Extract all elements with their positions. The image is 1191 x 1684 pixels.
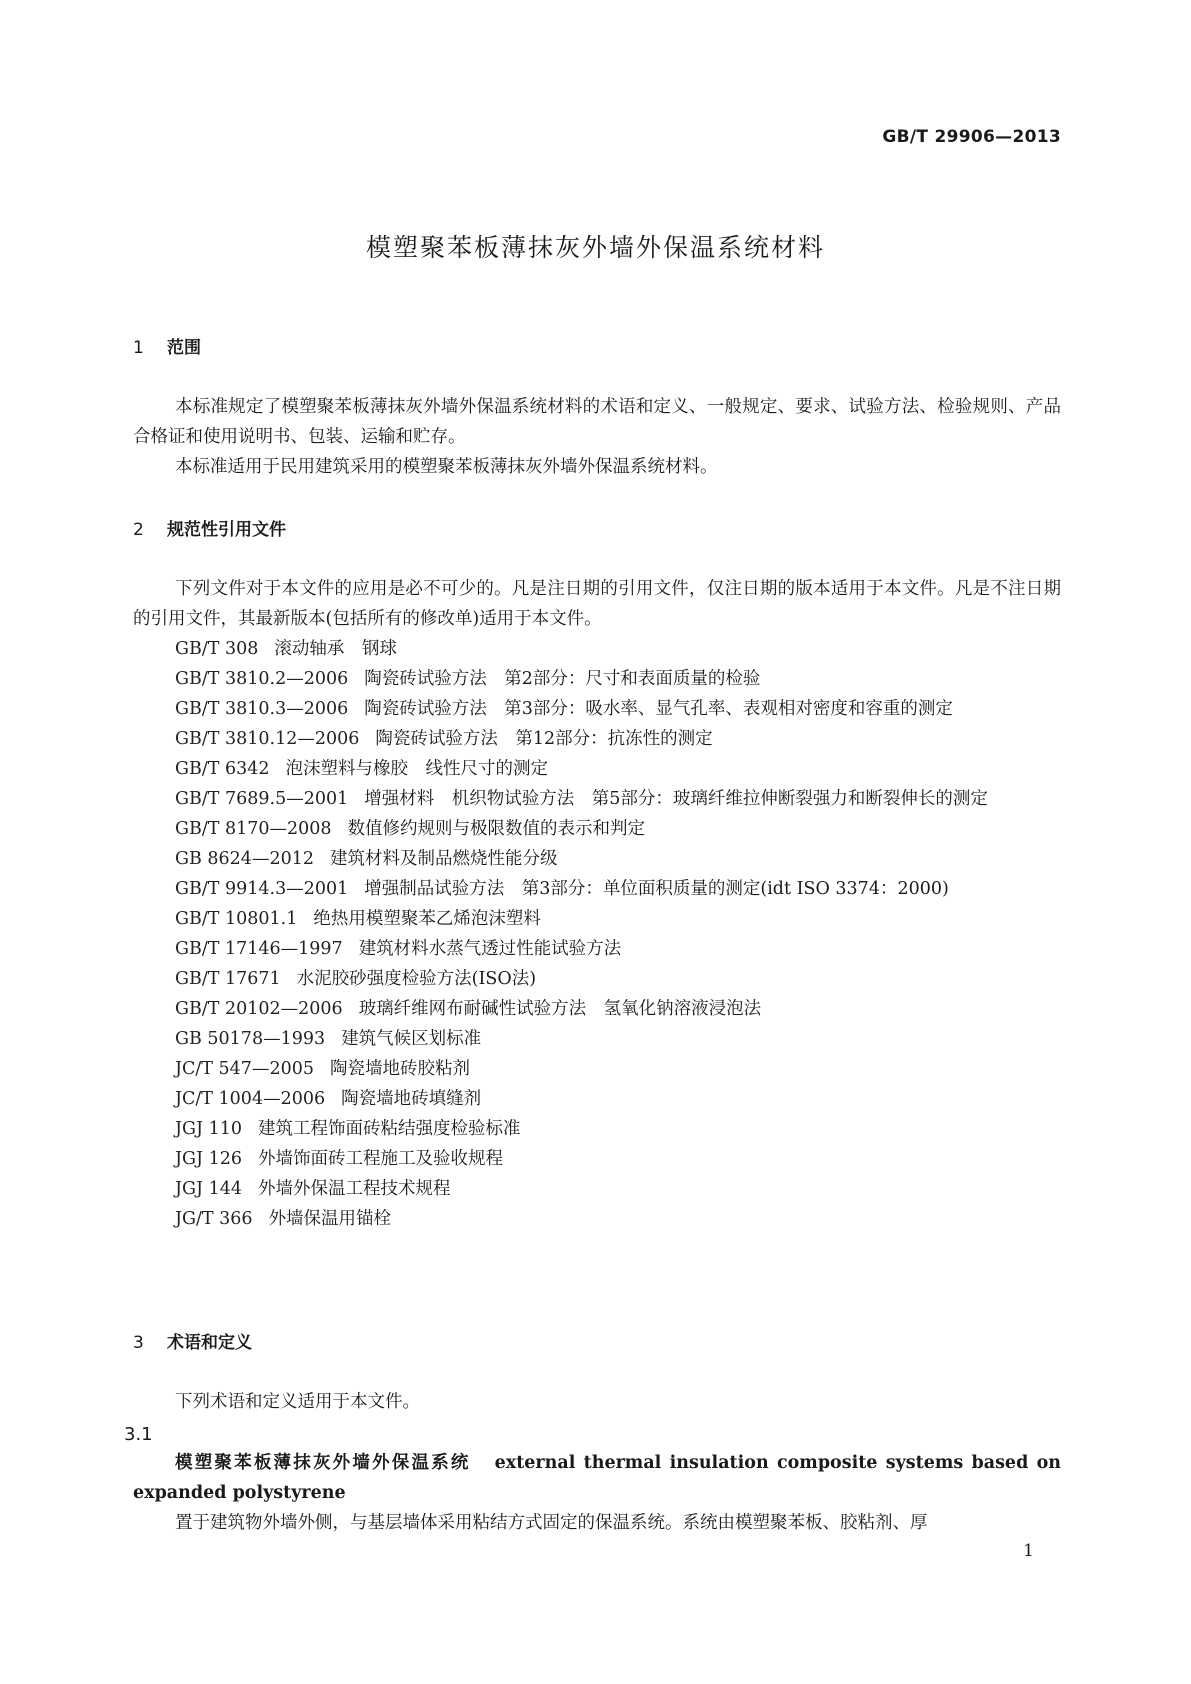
page-number: 1 — [1023, 1541, 1034, 1561]
reference-code: GB/T 20102—2006 — [175, 999, 343, 1019]
reference-title: 水泥胶砂强度检验方法(ISO法) — [296, 969, 537, 989]
section-title: 规范性引用文件 — [167, 520, 286, 540]
reference-item — [133, 1084, 1061, 1114]
reference-item — [133, 1024, 1061, 1054]
terms-intro-paragraph: 下列术语和定义适用于本文件。 — [175, 1392, 420, 1412]
reference-item — [133, 814, 1061, 844]
reference-code: JGJ 144 — [175, 1179, 242, 1199]
reference-item — [133, 664, 1061, 694]
standard-code: GB/T 29906—2013 — [882, 127, 1061, 147]
reference-title: 陶瓷砖试验方法 第12部分：抗冻性的测定 — [375, 729, 713, 749]
normative-reference-list — [133, 634, 1061, 1234]
reference-title: 滚动轴承 钢球 — [274, 639, 397, 659]
reference-code: GB/T 6342 — [175, 759, 270, 779]
reference-item — [133, 904, 1061, 934]
reference-item — [133, 694, 1061, 724]
reference-code: GB/T 10801.1 — [175, 909, 298, 929]
reference-title: 陶瓷砖试验方法 第3部分：吸水率、显气孔率、表观相对密度和容重的测定 — [364, 699, 953, 719]
reference-title: 陶瓷墙地砖填缝剂 — [341, 1089, 482, 1109]
reference-title: 泡沫塑料与橡胶 线性尺寸的测定 — [285, 759, 549, 779]
reference-title: 外墙外保温工程技术规程 — [257, 1179, 451, 1199]
reference-code: JGJ 126 — [175, 1149, 242, 1169]
reference-item — [133, 964, 1061, 994]
reference-item — [133, 634, 1061, 664]
reference-title: 陶瓷墙地砖胶粘剂 — [329, 1059, 470, 1079]
section-1-heading — [133, 333, 201, 358]
reference-item — [133, 1114, 1061, 1144]
reference-code: JC/T 547—2005 — [175, 1059, 314, 1079]
term-english: external thermal insulation composite systems based on expanded polystyrene — [133, 1453, 1061, 1503]
reference-code: JG/T 366 — [175, 1209, 253, 1229]
reference-code: JC/T 1004—2006 — [175, 1089, 326, 1109]
scope-paragraph-1: 本标准规定了模塑聚苯板薄抹灰外墙外保温系统材料的术语和定义、一般规定、要求、试验方法、检验规则、产品合格证和使用说明书、包装、运输和贮存。 — [133, 397, 1061, 447]
reference-code: GB/T 3810.3—2006 — [175, 699, 349, 719]
section-3-heading — [133, 1328, 252, 1353]
reference-code: GB/T 17671 — [175, 969, 281, 989]
reference-title: 增强材料 机织物试验方法 第5部分：玻璃纤维拉伸断裂强力和断裂伸长的测定 — [364, 789, 988, 809]
term-definition: 置于建筑物外墙外侧，与基层墙体采用粘结方式固定的保温系统。系统由模塑聚苯板、胶粘剂、厚 — [175, 1513, 928, 1533]
reference-code: GB/T 9914.3—2001 — [175, 879, 349, 899]
reference-item — [133, 844, 1061, 874]
reference-item — [133, 754, 1061, 784]
section-title: 范围 — [167, 338, 201, 358]
reference-code: GB/T 3810.2—2006 — [175, 669, 349, 689]
reference-item — [133, 1054, 1061, 1084]
normative-intro-paragraph: 下列文件对于本文件的应用是必不可少的。凡是注日期的引用文件，仅注日期的版本适用于本文件。凡是不注日期的引用文件，其最新版本(包括所有的修改单)适用于本文件。 — [133, 579, 1061, 629]
reference-code: GB/T 17146—1997 — [175, 939, 343, 959]
reference-title: 建筑材料及制品燃烧性能分级 — [329, 849, 558, 869]
reference-title: 建筑材料水蒸气透过性能试验方法 — [358, 939, 622, 959]
section-number: 2 — [133, 520, 144, 540]
reference-title: 建筑气候区划标准 — [341, 1029, 482, 1049]
document-title: 模塑聚苯板薄抹灰外墙外保温系统材料 — [365, 233, 825, 262]
scope-paragraph-2: 本标准适用于民用建筑采用的模塑聚苯板薄抹灰外墙外保温系统材料。 — [175, 457, 718, 477]
reference-item — [133, 724, 1061, 754]
section-number: 3 — [133, 1333, 144, 1353]
reference-item — [133, 1144, 1061, 1174]
reference-item — [133, 1204, 1061, 1234]
reference-item — [133, 784, 1061, 814]
reference-code: GB/T 3810.12—2006 — [175, 729, 360, 749]
reference-title: 数值修约规则与极限数值的表示和判定 — [347, 819, 646, 839]
term-chinese: 模塑聚苯板薄抹灰外墙外保温系统 — [175, 1453, 471, 1473]
reference-title: 玻璃纤维网布耐碱性试验方法 氢氧化钠溶液浸泡法 — [358, 999, 762, 1019]
reference-title: 绝热用模塑聚苯乙烯泡沫塑料 — [313, 909, 541, 929]
reference-code: GB/T 8170—2008 — [175, 819, 332, 839]
section-number: 1 — [133, 338, 144, 358]
reference-code: JGJ 110 — [175, 1119, 242, 1139]
reference-item — [133, 1174, 1061, 1204]
reference-title: 陶瓷砖试验方法 第2部分：尺寸和表面质量的检验 — [364, 669, 761, 689]
reference-title: 外墙饰面砖工程施工及验收规程 — [257, 1149, 503, 1169]
reference-item — [133, 994, 1061, 1024]
reference-item — [133, 934, 1061, 964]
reference-item — [133, 874, 1061, 904]
clause-number: 3.1 — [124, 1424, 153, 1445]
reference-code: GB 50178—1993 — [175, 1029, 326, 1049]
reference-title: 建筑工程饰面砖粘结强度检验标准 — [257, 1119, 521, 1139]
reference-code: GB/T 308 — [175, 639, 259, 659]
term-entry — [133, 1448, 1061, 1508]
reference-title: 外墙保温用锚栓 — [268, 1209, 392, 1229]
section-title: 术语和定义 — [167, 1333, 252, 1353]
reference-code: GB 8624—2012 — [175, 849, 314, 869]
reference-code: GB/T 7689.5—2001 — [175, 789, 349, 809]
section-2-heading — [133, 515, 286, 540]
reference-title: 增强制品试验方法 第3部分：单位面积质量的测定(idt ISO 3374：2000) — [364, 879, 949, 899]
